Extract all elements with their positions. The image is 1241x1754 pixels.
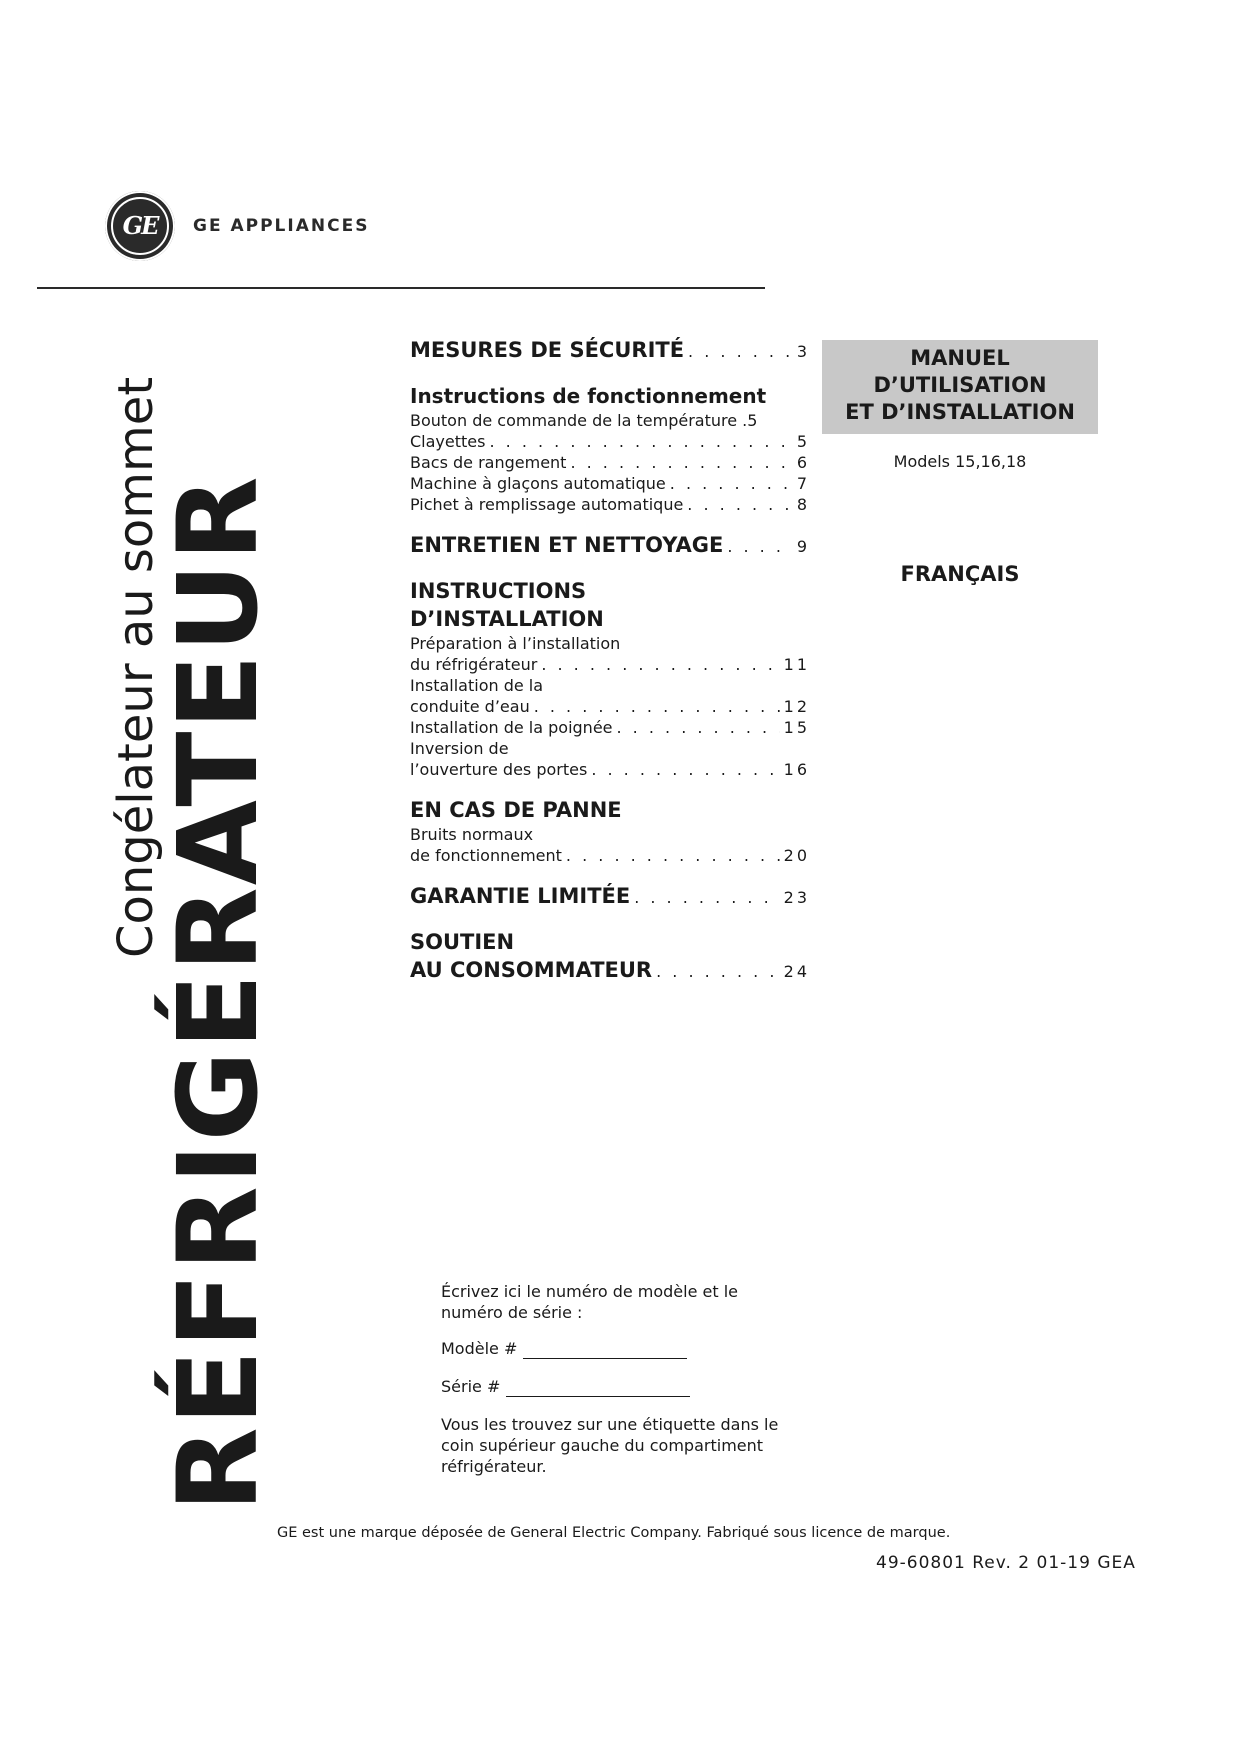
- toc-entry: [410, 696, 810, 717]
- toc-section-title: SOUTIEN: [410, 930, 515, 954]
- manual-title-line: ET D’INSTALLATION: [845, 400, 1075, 424]
- toc-label: de fonctionnement: [410, 846, 562, 865]
- document-number: 49-60801 Rev. 2 01-19 GEA: [876, 1553, 1136, 1573]
- toc-leader: [687, 494, 793, 515]
- toc-page: 8: [796, 495, 810, 514]
- record-form: [441, 1281, 801, 1492]
- toc-page: 12: [783, 697, 810, 716]
- toc-entry: [410, 336, 810, 366]
- models-label: Models 15,16,18: [893, 452, 1027, 471]
- form-note: Vous les trouvez sur une étiquette dans le coin supérieur gauche du compartiment réfrigérateur.: [441, 1415, 779, 1476]
- vertical-title-sub: Congélateur au sommet: [108, 376, 164, 958]
- toc-entry-text: Bruits normaux: [410, 825, 534, 844]
- toc-page: 20: [783, 846, 810, 865]
- toc-leader: [727, 533, 793, 561]
- language-label: FRANÇAIS: [900, 562, 1020, 586]
- toc-entry: [410, 654, 810, 675]
- ge-logo: [105, 191, 175, 261]
- toc-label: Installation de la poignée: [410, 718, 613, 737]
- toc-leader: [656, 958, 780, 986]
- toc-warranty: [410, 882, 810, 912]
- toc-leader: [670, 473, 793, 494]
- toc-leader: [634, 884, 779, 912]
- toc-installation: [410, 577, 810, 780]
- toc-entry: [410, 531, 810, 561]
- toc-section-title: INSTRUCTIONS: [410, 579, 587, 603]
- toc-leader: [617, 717, 780, 738]
- toc-page: 24: [783, 962, 810, 981]
- toc-leader: [534, 696, 780, 717]
- toc-page: 5: [796, 432, 810, 451]
- toc-page: 16: [783, 760, 810, 779]
- toc-leader: [570, 452, 792, 473]
- serial-label: Série #: [441, 1377, 501, 1396]
- form-intro: Écrivez ici le numéro de modèle et le numéro de série :: [441, 1282, 739, 1322]
- toc-page: 9: [796, 537, 810, 556]
- toc-label: AU CONSOMMATEUR: [410, 958, 653, 982]
- toc-leader: [688, 338, 793, 366]
- toc-label: MESURES DE SÉCURITÉ: [410, 338, 685, 362]
- toc-entry-text: Inversion de: [410, 739, 509, 758]
- trademark-notice: GE est une marque déposée de General Electric Company. Fabriqué sous licence de marque.: [277, 1525, 951, 1541]
- toc-page: 15: [783, 718, 810, 737]
- brand-name: GE APPLIANCES: [193, 216, 370, 236]
- toc-page: 3: [796, 342, 810, 361]
- model-field: [441, 1338, 801, 1359]
- toc-label: GARANTIE LIMITÉE: [410, 884, 631, 908]
- toc-label: l’ouverture des portes: [410, 760, 588, 779]
- toc-care: [410, 531, 810, 561]
- header-divider: [37, 287, 765, 289]
- serial-blank[interactable]: [506, 1378, 690, 1397]
- toc-troubleshooting: [410, 796, 810, 866]
- manual-title-line: D’UTILISATION: [873, 373, 1047, 397]
- toc-entry: [410, 473, 810, 494]
- toc-safety: [410, 336, 810, 366]
- toc-operation: [410, 382, 810, 515]
- toc-entry-text: Préparation à l’installation: [410, 634, 621, 653]
- toc-page: 7: [796, 474, 810, 493]
- toc-entry: [410, 759, 810, 780]
- toc-label: Pichet à remplissage automatique: [410, 495, 684, 514]
- logo-monogram: GE: [122, 211, 158, 240]
- toc-entry-text: Installation de la: [410, 676, 544, 695]
- toc-label: Clayettes: [410, 432, 486, 451]
- toc-label: du réfrigérateur: [410, 655, 538, 674]
- toc-entry: [410, 494, 810, 515]
- toc-label: Machine à glaçons automatique: [410, 474, 666, 493]
- model-blank[interactable]: [523, 1340, 687, 1359]
- toc-leader: [541, 654, 779, 675]
- model-label: Modèle #: [441, 1339, 518, 1358]
- vertical-title-main: RÉFRIGÉRATEUR: [154, 474, 282, 1512]
- toc-label: Bacs de rangement: [410, 453, 567, 472]
- toc-entry: [410, 452, 810, 473]
- toc-label: conduite d’eau: [410, 697, 530, 716]
- serial-field: [441, 1376, 801, 1397]
- toc-leader: [489, 431, 792, 452]
- table-of-contents: [410, 336, 810, 1002]
- toc-leader: [591, 759, 779, 780]
- toc-page: 11: [783, 655, 810, 674]
- toc-page: 6: [796, 453, 810, 472]
- toc-entry: [410, 845, 810, 866]
- toc-section-title: D’INSTALLATION: [410, 607, 604, 631]
- toc-entry: [410, 431, 810, 452]
- toc-leader: [566, 845, 780, 866]
- toc-entry: Bouton de commande de la température .5: [410, 411, 758, 430]
- toc-page: 23: [783, 888, 810, 907]
- manual-title-line: MANUEL: [910, 346, 1010, 370]
- manual-type-box: [822, 340, 1098, 434]
- toc-entry: [410, 956, 810, 986]
- toc-entry: [410, 717, 810, 738]
- toc-section-title: EN CAS DE PANNE: [410, 798, 622, 822]
- toc-support: [410, 928, 810, 986]
- toc-entry: [410, 882, 810, 912]
- toc-section-title: Instructions de fonctionnement: [410, 384, 767, 408]
- toc-label: ENTRETIEN ET NETTOYAGE: [410, 533, 724, 557]
